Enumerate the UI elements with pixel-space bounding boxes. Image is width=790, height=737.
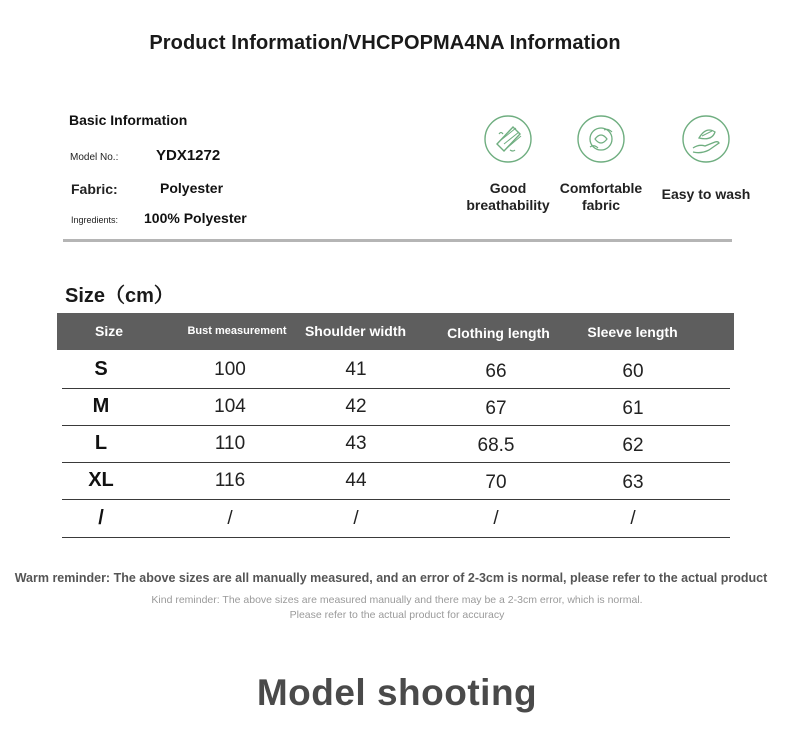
breathability-icon [483,114,533,164]
section-divider [63,239,732,242]
table-row [62,500,730,538]
column-header: Size [94,323,123,339]
sleeve-cell: / [630,508,636,529]
ingredients-label: Ingredients: [71,215,119,225]
model-no-label: Model No.: [70,152,119,163]
size-cell: S [94,358,108,380]
table-row [62,388,730,426]
sleeve-cell: 61 [622,398,644,419]
bust-cell: / [227,508,233,529]
model-shooting-heading: Model shooting [256,672,538,713]
sleeve-cell: 62 [622,435,644,456]
sleeve-cell: 60 [622,361,644,382]
fabric-label: Fabric: [71,181,118,197]
size-cell: XL [88,469,114,491]
kind-reminder-line1: Kind reminder: The above sizes are measured manually and there may be a 2-3cm error, which is normal. [151,594,643,606]
warm-reminder: Warm reminder: The above sizes are all manually measured, and an error of 2-3cm is normal, please refer to the actual product [14,571,768,585]
length-cell: / [493,508,499,529]
feature-easy-wash [651,114,761,203]
bust-cell: 110 [214,433,246,454]
column-header: Clothing length [447,325,550,341]
fabric-value: Polyester [160,180,224,196]
shoulder-cell: 43 [345,433,367,454]
model-no-value: YDX1272 [156,147,221,164]
sleeve-cell: 63 [622,472,644,493]
shoulder-cell: 41 [345,359,367,380]
column-header: Shoulder width [304,323,407,339]
feature-comfortable-fabric [546,114,656,214]
column-header: Bust measurement [187,325,287,337]
easy-wash-icon [681,114,731,164]
table-row [62,351,730,389]
length-cell: 67 [485,398,507,419]
feature-label: Good breathability [466,180,550,213]
kind-reminder-line2: Please refer to the actual product for accuracy [289,609,505,621]
feature-label: Easy to wash [661,186,751,202]
length-cell: 66 [485,361,507,382]
size-cell: M [92,395,110,417]
length-cell: 70 [485,472,507,493]
shoulder-cell: 44 [345,470,367,491]
page-title: Product Information/VHCPOPMA4NA Information [149,32,621,54]
column-header: Sleeve length [587,324,678,340]
bust-cell: 100 [214,359,246,380]
basic-info-heading: Basic Information [69,112,188,128]
comfortable-fabric-icon [576,114,626,164]
feature-label: Comfortable fabric [559,180,643,213]
table-row [62,462,730,500]
size-cell: L [94,432,108,454]
size-table-header [57,313,734,350]
size-heading: Size（cm） [65,285,174,307]
length-cell: 68.5 [477,435,515,456]
ingredients-value: 100% Polyester [144,210,247,226]
bust-cell: 116 [214,470,246,491]
size-cell: / [98,507,104,529]
bust-cell: 104 [214,396,246,417]
shoulder-cell: 42 [345,396,367,417]
shoulder-cell: / [353,508,359,529]
table-row [62,425,730,463]
